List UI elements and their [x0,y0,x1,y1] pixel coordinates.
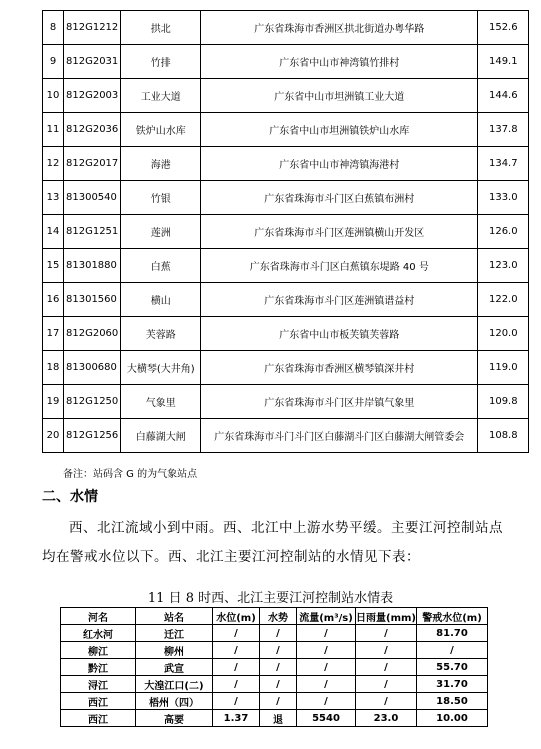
rainfall-value: 120.0 [478,317,529,351]
water-trend: / [260,659,297,676]
station-index: 16 [43,283,64,317]
station-code: 81301560 [64,283,121,317]
station-index: 17 [43,317,64,351]
rainfall-value: 144.6 [478,79,529,113]
station-code: 812G1256 [64,419,121,453]
station-name: 梧州（四） [136,693,213,710]
section-heading: 二、水情 [42,489,98,505]
daily-rainfall: / [356,625,417,642]
flow-rate: / [297,693,356,710]
station-index: 15 [43,249,64,283]
rainfall-value: 122.0 [478,283,529,317]
river-name: 黔江 [61,659,136,676]
water-trend: / [260,625,297,642]
rainfall-value: 133.0 [478,181,529,215]
table-row [61,693,488,710]
daily-rainfall: 23.0 [356,710,417,727]
table-row [61,676,488,693]
table-row [61,710,488,727]
station-index: 19 [43,385,64,419]
rainfall-value: 108.8 [478,419,529,453]
table-row [61,659,488,676]
water-table-caption: 11 日 8 时西、北江主要江河控制站水情表 [147,591,394,606]
warning-level: 81.70 [416,625,487,642]
table-row [43,385,529,419]
water-level: 1.37 [213,710,260,727]
station-index: 14 [43,215,64,249]
station-address: 广东省珠海市香洲区横琴镇深井村 [201,351,478,385]
flow-rate: / [297,625,356,642]
table-row [43,283,529,317]
station-name: 大湟江口(二) [136,676,213,693]
table-row [43,249,529,283]
station-name: 气象里 [121,385,201,419]
station-address: 广东省中山市神湾镇竹排村 [201,45,478,79]
station-address: 广东省珠海市斗门区井岸镇气象里 [201,385,478,419]
station-name: 柳州 [136,642,213,659]
rainfall-value: 152.6 [478,11,529,45]
station-index: 8 [43,11,64,45]
rainfall-value: 149.1 [478,45,529,79]
table-row [43,45,529,79]
water-table-body [61,625,488,727]
station-code: 812G2036 [64,113,121,147]
flow-rate: / [297,676,356,693]
water-level: / [213,625,260,642]
station-index: 9 [43,45,64,79]
warning-level: / [416,642,487,659]
table-row [43,419,529,453]
water-trend: / [260,676,297,693]
table-row [43,11,529,45]
river-name: 红水河 [61,625,136,642]
station-address: 广东省中山市坦洲镇铁炉山水库 [201,113,478,147]
station-address: 广东省珠海市斗门斗门区白藤湖斗门区白藤湖大闸管委会 [201,419,478,453]
station-address: 广东省中山市板芙镇芙蓉路 [201,317,478,351]
warning-level: 18.50 [416,693,487,710]
station-name: 海港 [121,147,201,181]
station-address: 广东省珠海市斗门区莲洲镇谱益村 [201,283,478,317]
station-name: 拱北 [121,11,201,45]
river-name: 西江 [61,693,136,710]
station-code: 812G1250 [64,385,121,419]
station-code: 812G2031 [64,45,121,79]
water-level: / [213,676,260,693]
station-code: 812G2060 [64,317,121,351]
station-name: 横山 [121,283,201,317]
river-name: 浔江 [61,676,136,693]
warning-level: 10.00 [416,710,487,727]
station-address: 广东省珠海市斗门区白蕉镇布洲村 [201,181,478,215]
table-row [43,181,529,215]
station-name: 铁炉山水库 [121,113,201,147]
station-code: 812G2003 [64,79,121,113]
water-regime-table [60,607,488,727]
station-address: 广东省珠海市斗门区莲洲镇横山开发区 [201,215,478,249]
station-code: 812G1212 [64,11,121,45]
station-name: 白藤湖大闸 [121,419,201,453]
station-address: 广东省中山市坦洲镇工业大道 [201,79,478,113]
water-trend: / [260,693,297,710]
warning-level: 31.70 [416,676,487,693]
station-name: 迁江 [136,625,213,642]
station-code: 81300680 [64,351,121,385]
station-address: 广东省中山市神湾镇海港村 [201,147,478,181]
station-name: 芙蓉路 [121,317,201,351]
table-row [43,147,529,181]
station-name: 竹银 [121,181,201,215]
station-name: 大横琴(大井角) [121,351,201,385]
station-code: 812G2017 [64,147,121,181]
station-index: 12 [43,147,64,181]
station-index: 11 [43,113,64,147]
header-trend: 水势 [260,608,297,625]
station-address: 广东省珠海市斗门区白蕉镇东堤路 40 号 [201,249,478,283]
water-trend: / [260,642,297,659]
rainfall-value: 134.7 [478,147,529,181]
header-daily-rain: 日雨量(mm) [356,608,417,625]
water-level: / [213,642,260,659]
table-row [43,79,529,113]
table-row [61,642,488,659]
station-name: 高要 [136,710,213,727]
table-row [43,113,529,147]
daily-rainfall: / [356,693,417,710]
station-index: 20 [43,419,64,453]
daily-rainfall: / [356,642,417,659]
station-name: 工业大道 [121,79,201,113]
station-name: 武宣 [136,659,213,676]
rainfall-value: 119.0 [478,351,529,385]
rainfall-table-body [43,11,529,453]
table-row [43,215,529,249]
station-index: 10 [43,79,64,113]
header-flow: 流量(m³/s) [297,608,356,625]
station-code: 81300540 [64,181,121,215]
flow-rate: 5540 [297,710,356,727]
flow-rate: / [297,659,356,676]
flow-rate: / [297,642,356,659]
rainfall-value: 137.8 [478,113,529,147]
station-code: 812G1251 [64,215,121,249]
station-name: 白蕉 [121,249,201,283]
station-address: 广东省珠海市香洲区拱北街道办粤华路 [201,11,478,45]
warning-level: 55.70 [416,659,487,676]
table-row [43,317,529,351]
water-table-header-row [61,608,488,625]
river-name: 西江 [61,710,136,727]
header-warning-level: 警戒水位(m) [416,608,487,625]
header-station: 站名 [136,608,213,625]
station-code: 81301880 [64,249,121,283]
water-level: / [213,693,260,710]
water-trend: 退 [260,710,297,727]
daily-rainfall: / [356,676,417,693]
station-name: 竹排 [121,45,201,79]
table-note: 备注：站码含 G 的为气象站点 [63,469,198,480]
daily-rainfall: / [356,659,417,676]
rainfall-value: 109.8 [478,385,529,419]
station-index: 18 [43,351,64,385]
river-name: 柳江 [61,642,136,659]
header-river: 河名 [61,608,136,625]
water-regime-paragraph: 西、北江流域小到中雨。西、北江中上游水势平缓。主要江河控制站点均在警戒水位以下。西、北江主要江河控制站的水情见下表： [42,520,503,565]
rainfall-value: 123.0 [478,249,529,283]
rainfall-value: 126.0 [478,215,529,249]
table-row [43,351,529,385]
rainfall-station-table [42,10,529,453]
station-name: 莲洲 [121,215,201,249]
station-index: 13 [43,181,64,215]
header-water-level: 水位(m) [213,608,260,625]
table-row [61,625,488,642]
water-level: / [213,659,260,676]
